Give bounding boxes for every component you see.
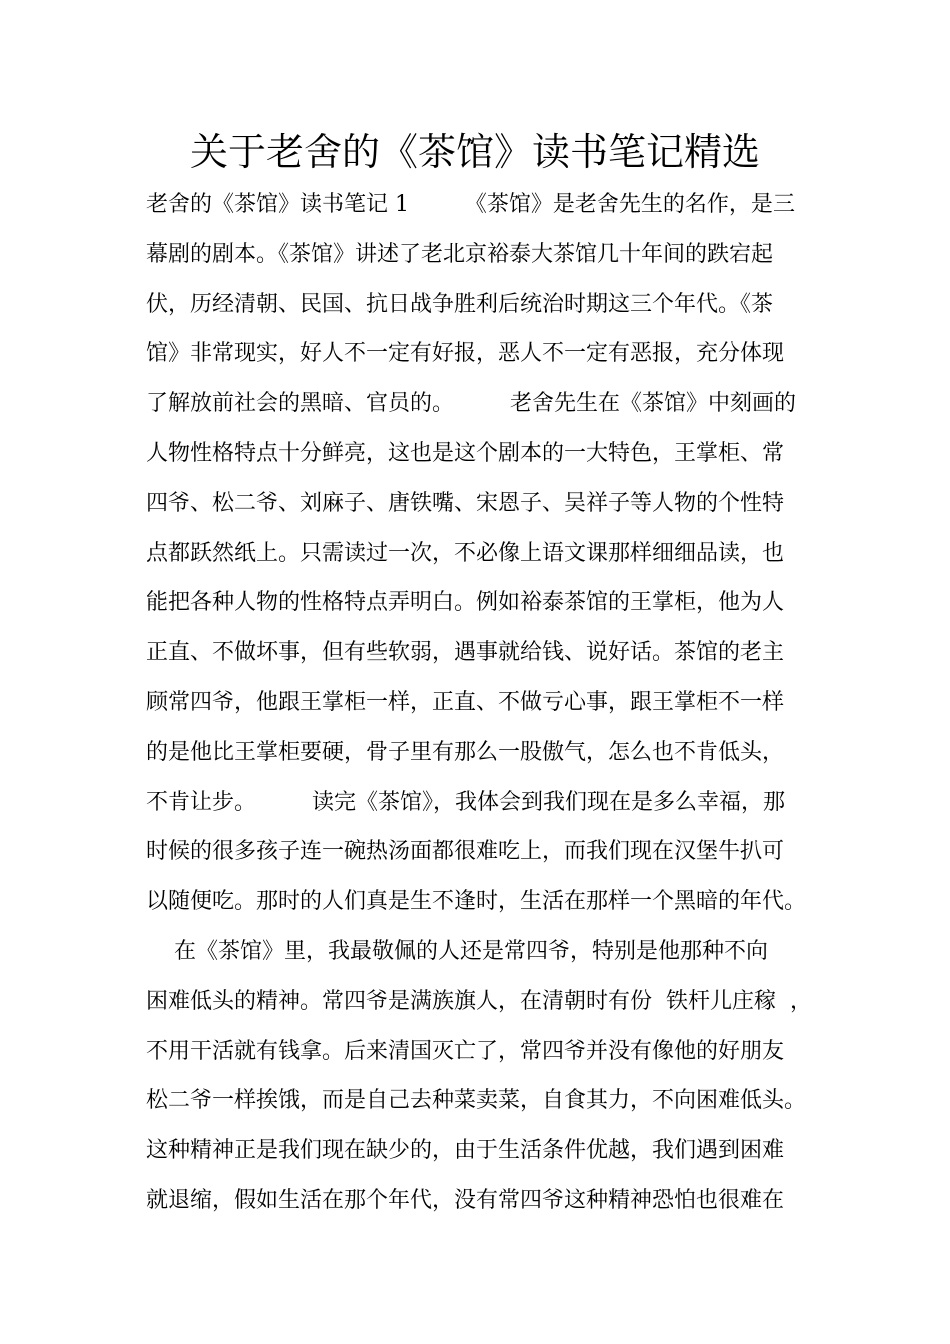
body-line: 正直、不做坏事，但有些软弱，遇事就给钱、说好话。茶馆的老主 [146, 640, 785, 666]
body-line: 以随便吃。那时的人们真是生不逢时，生活在那样一个黑暗的年代。 [146, 889, 807, 915]
body-line: 不用干活就有钱拿。后来清国灭亡了，常四爷并没有像他的好朋友 [146, 1038, 785, 1064]
body-line: 不肯让步。 读完《茶馆》，我体会到我们现在是多么幸福，那 [146, 789, 785, 815]
document-body [146, 180, 826, 1226]
body-line: 四爷、松二爷、刘麻子、唐铁嘴、宋恩子、吴祥子等人物的个性特 [146, 490, 785, 516]
body-line: 松二爷一样挨饿，而是自己去种菜卖菜，自食其力，不向困难低头。 [146, 1088, 807, 1114]
body-line: 能把各种人物的性格特点弄明白。例如裕泰茶馆的王掌柜，他为人 [146, 590, 785, 616]
body-line: 馆》非常现实，好人不一定有好报，恶人不一定有恶报，充分体现 [146, 341, 785, 367]
body-line: 时候的很多孩子连一碗热汤面都很难吃上，而我们现在汉堡牛扒可 [146, 839, 785, 865]
body-line: 老舍的《茶馆》读书笔记 1 《茶馆》是老舍先生的名作，是三 [146, 192, 795, 217]
body-line: 这种精神正是我们现在缺少的，由于生活条件优越，我们遇到困难 [146, 1138, 785, 1164]
body-line: 就退缩，假如生活在那个年代，没有常四爷这种精神恐怕也很难在 [146, 1187, 785, 1213]
body-line: 在《茶馆》里，我最敬佩的人还是常四爷，特别是他那种不向 [146, 938, 768, 964]
body-line: 人物性格特点十分鲜亮，这也是这个剧本的一大特色，王掌柜、常 [146, 440, 785, 466]
document-title: 关于老舍的《茶馆》读书笔记精选 [189, 130, 760, 174]
body-line: 幕剧的剧本。《茶馆》讲述了老北京裕泰大茶馆几十年间的跌宕起 [146, 241, 774, 267]
body-line: 困难低头的精神。常四爷是满族旗人，在清朝时有份 铁杆儿庄稼 ， [146, 988, 812, 1014]
body-line: 的是他比王掌柜要硬，骨子里有那么一股傲气，怎么也不肯低头， [146, 739, 785, 765]
body-line: 伏，历经清朝、民国、抗日战争胜利后统治时期这三个年代。《茶 [146, 291, 774, 317]
body-line: 了解放前社会的黑暗、官员的。 老舍先生在《茶馆》中刻画的 [146, 391, 796, 417]
body-line: 顾常四爷，他跟王掌柜一样，正直、不做亏心事，跟王掌柜不一样 [146, 689, 785, 715]
body-line: 点都跃然纸上。只需读过一次，不必像上语文课那样细细品读，也 [146, 540, 785, 566]
